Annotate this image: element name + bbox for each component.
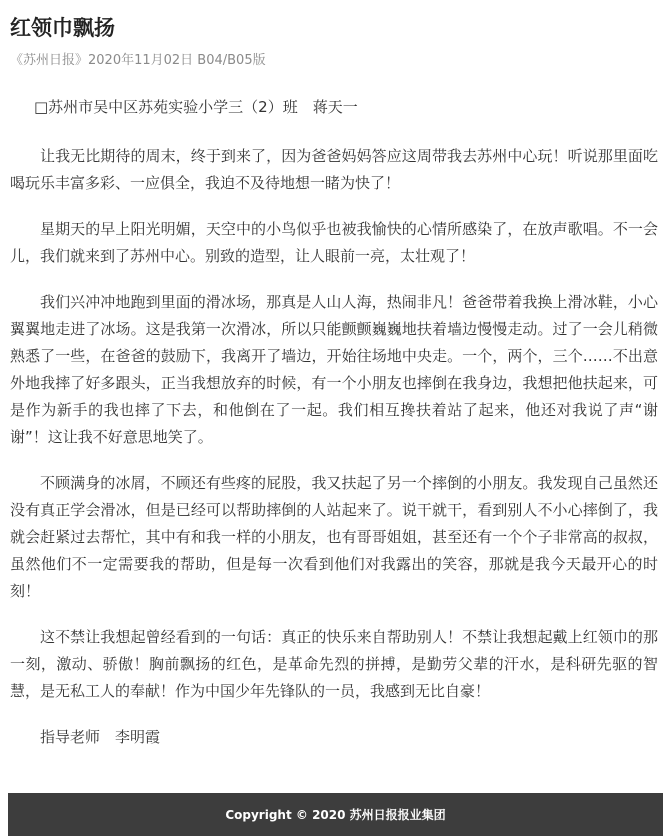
- footer-bar: [8, 793, 663, 836]
- teacher-line: 指导老师 李明霞: [40, 728, 161, 746]
- article-paragraph: 星期天的早上阳光明媚，天空中的小鸟似乎也被我愉快的心情所感染了，在放声歌唱。不一会儿，我们就来到了苏州中心。别致的造型，让人眼前一亮，太壮观了！: [10, 220, 658, 265]
- article-title: 红领巾飘扬: [10, 16, 115, 40]
- copyright-text: Copyright © 2020 苏州日报报业集团: [225, 808, 446, 822]
- article-body: [10, 94, 658, 751]
- article-paragraph: 这不禁让我想起曾经看到的一句话：真正的快乐来自帮助别人！不禁让我想起戴上红领巾的那一刻，激动、骄傲！胸前飘扬的红色，是革命先烈的拼搏，是勤劳父辈的汗水，是科研先驱的智慧，是无私工人的奉献！作为中国少年先锋队的一员，我感到无比自豪！: [10, 628, 658, 700]
- author-line: □苏州市吴中区苏苑实验小学三（2）班 蒋天一: [34, 98, 358, 116]
- article-paragraph: 我们兴冲冲地跑到里面的滑冰场，那真是人山人海，热闹非凡！爸爸带着我换上滑冰鞋，小心翼翼地走进了冰场。这是我第一次滑冰，所以只能颤颤巍巍地扶着墙边慢慢走动。过了一会儿稍微熟悉了一些，在爸爸的鼓励下，我离开了墙边，开始往场地中央走。一个，两个，三个……不出意外地我摔了好多跟头，正当我想放弃的时候，有一个小朋友也摔倒在我身边，我想把他扶起来，可是作为新手的我也摔了下去，和他倒在了一起。我们相互搀扶着站了起来，他还对我说了声“谢谢”！这让我不好意思地笑了。: [10, 293, 658, 446]
- article-paragraph: 让我无比期待的周末，终于到来了，因为爸爸妈妈答应这周带我去苏州中心玩！听说那里面吃喝玩乐丰富多彩、一应俱全，我迫不及待地想一睹为快了！: [10, 147, 658, 192]
- article-source: 《苏州日报》2020年11月02日 B04/B05版: [10, 53, 266, 68]
- article-paragraph: 不顾满身的冰屑，不顾还有些疼的屁股，我又扶起了另一个摔倒的小朋友。我发现自己虽然还没有真正学会滑冰，但是已经可以帮助摔倒的人站起来了。说干就干，看到别人不小心摔倒了，我就会赶紧过去帮忙，其中有和我一样的小朋友，也有哥哥姐姐，甚至还有一个个子非常高的叔叔，虽然他们不一定需要我的帮助，但是每一次看到他们对我露出的笑容，那就是我今天最开心的时刻！: [10, 474, 658, 600]
